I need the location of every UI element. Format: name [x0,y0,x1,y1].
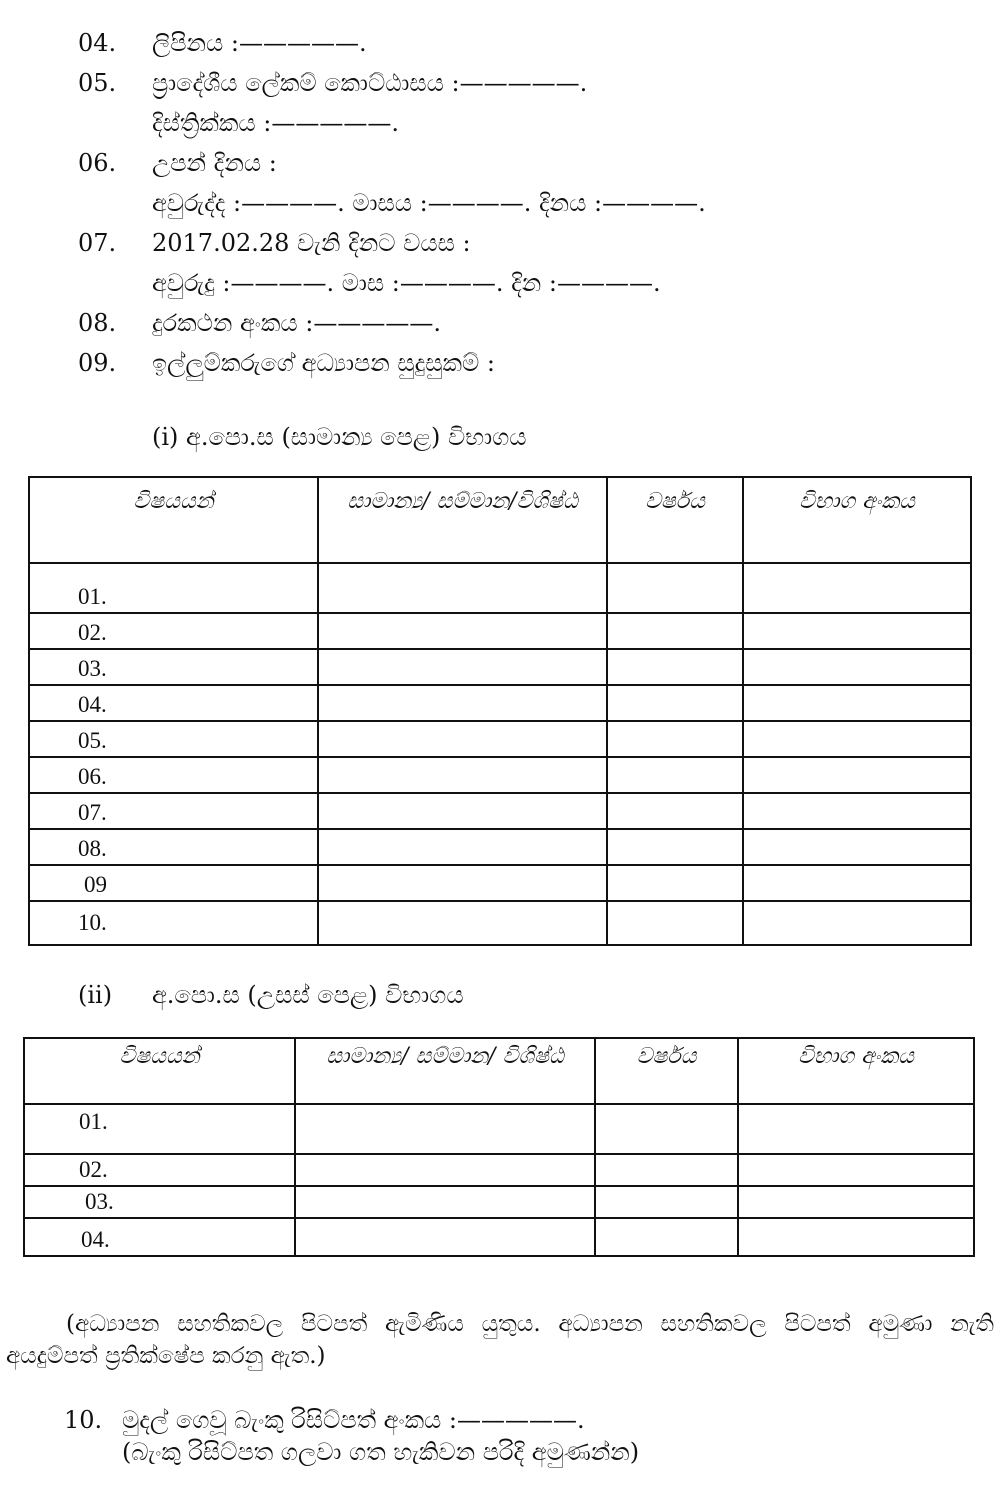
al-exam-number: (ii) [78,981,113,1009]
table-cell [318,649,607,685]
table-cell [318,757,607,793]
row-number: 05. [29,721,318,757]
row-number: 08. [29,829,318,865]
table-cell [738,1218,974,1256]
qualifications-label: ඉල්ලුම්කරුගේ අධ්‍යාපන සුදුසුකම් : [152,349,495,377]
table-cell [743,757,971,793]
row-number: 03. [29,649,318,685]
item-number: 10. [64,1406,103,1434]
table-cell [295,1104,595,1154]
table-cell [743,685,971,721]
table-row [29,613,971,649]
item-number: 04. [78,29,117,57]
table-cell [595,1218,738,1256]
grade-header: සාමාන්‍ය/ සම්මාන/විශිෂ්ඨ [318,477,607,563]
table-header-row [24,1038,974,1104]
divisional-secretariat-label: ප්‍රාදේශීය ලේකම් කොට්ඨාසය :—————. [152,69,588,97]
table-cell [738,1104,974,1154]
ol-exam-title: (i) අ.පො.ස (සාමාන්‍ය පෙළ) විභාගය [152,423,527,451]
table-cell [295,1186,595,1218]
table-cell [607,793,743,829]
table-row [24,1104,974,1154]
row-number: 04. [24,1218,295,1256]
table-row [29,829,971,865]
index-number-header: විභාග අංකය [743,477,971,563]
district-label: දිස්ත්‍රික්කය :—————. [152,109,399,137]
row-number: 01. [29,563,318,613]
index-number-header: විභාග අංකය [738,1038,974,1104]
row-number: 03. [24,1186,295,1218]
table-cell [607,613,743,649]
table-cell [318,613,607,649]
grade-header: සාමාන්‍ය/ සම්මාන/ විශිෂ්ඨ [295,1038,595,1104]
table-row [29,793,971,829]
table-cell [595,1186,738,1218]
table-cell [318,793,607,829]
subjects-header: විෂයයන් [29,477,318,563]
bank-receipt-instruction: (බැංකු රිසිට්පත ගලවා ගත හැකිවන පරිදි අමුණන්න) [122,1438,640,1466]
item-number: 07. [78,229,117,257]
item-number: 05. [78,69,117,97]
table-cell [318,901,607,945]
table-cell [595,1104,738,1154]
address-label: ලිපිනය :—————. [152,29,367,57]
table-cell [318,685,607,721]
table-cell [607,649,743,685]
table-row [29,649,971,685]
al-exam-title: අ.පො.ස (උසස් පෙළ) විභාගය [152,981,464,1009]
telephone-label: දුරකථන අංකය :—————. [152,309,441,337]
al-results-table [23,1037,975,1257]
year-header: වර්ෂය [607,477,743,563]
birth-date-fields: අවුරුද්ද :————. මාසය :————. දිනය :————. [152,189,706,217]
item-number: 06. [78,149,117,177]
row-number: 10. [29,901,318,945]
table-cell [743,793,971,829]
table-row [29,721,971,757]
table-cell [743,865,971,901]
birth-date-label: උපන් දිනය : [152,149,277,177]
table-cell [295,1218,595,1256]
ol-results-table [28,476,972,946]
table-cell [318,721,607,757]
table-cell [607,829,743,865]
row-number: 07. [29,793,318,829]
bank-receipt-label: මුදල් ගෙවූ බැංකු රිසිට්පත් අංකය :—————. [122,1406,585,1434]
table-cell [607,685,743,721]
table-cell [743,829,971,865]
table-cell [318,865,607,901]
table-cell [318,563,607,613]
table-row [29,757,971,793]
table-row [29,685,971,721]
row-number: 02. [29,613,318,649]
table-header-row [29,477,971,563]
age-label: 2017.02.28 වැනි දිනට වයස : [152,229,471,257]
table-cell [738,1186,974,1218]
table-row [29,901,971,945]
table-row [24,1218,974,1256]
item-number: 08. [78,309,117,337]
row-number: 02. [24,1154,295,1186]
table-cell [743,613,971,649]
table-cell [607,865,743,901]
row-number: 04. [29,685,318,721]
certificate-note: (අධ්‍යාපන සහතිකවල පිටපත් ඇමිණිය යුතුය. අධ්‍යාපන සහතිකවල පිටපත් අමුණා නැති අයදුම්පත් ප්‍රතික්ෂේප කරනු ඇත.) [6,1311,994,1369]
table-row [24,1186,974,1218]
item-number: 09. [78,349,117,377]
table-row [29,563,971,613]
row-number: 09 [29,865,318,901]
table-cell [318,829,607,865]
table-row [24,1154,974,1186]
table-cell [743,721,971,757]
table-cell [743,649,971,685]
table-row [29,865,971,901]
year-header: වර්ෂය [595,1038,738,1104]
row-number: 01. [24,1104,295,1154]
table-cell [743,563,971,613]
table-cell [295,1154,595,1186]
subjects-header: විෂයයන් [24,1038,295,1104]
table-cell [607,563,743,613]
table-cell [743,901,971,945]
age-fields: අවුරුදු :————. මාස :————. දින :————. [152,269,661,297]
row-number: 06. [29,757,318,793]
table-cell [607,901,743,945]
table-cell [607,757,743,793]
table-cell [738,1154,974,1186]
table-cell [595,1154,738,1186]
table-cell [607,721,743,757]
